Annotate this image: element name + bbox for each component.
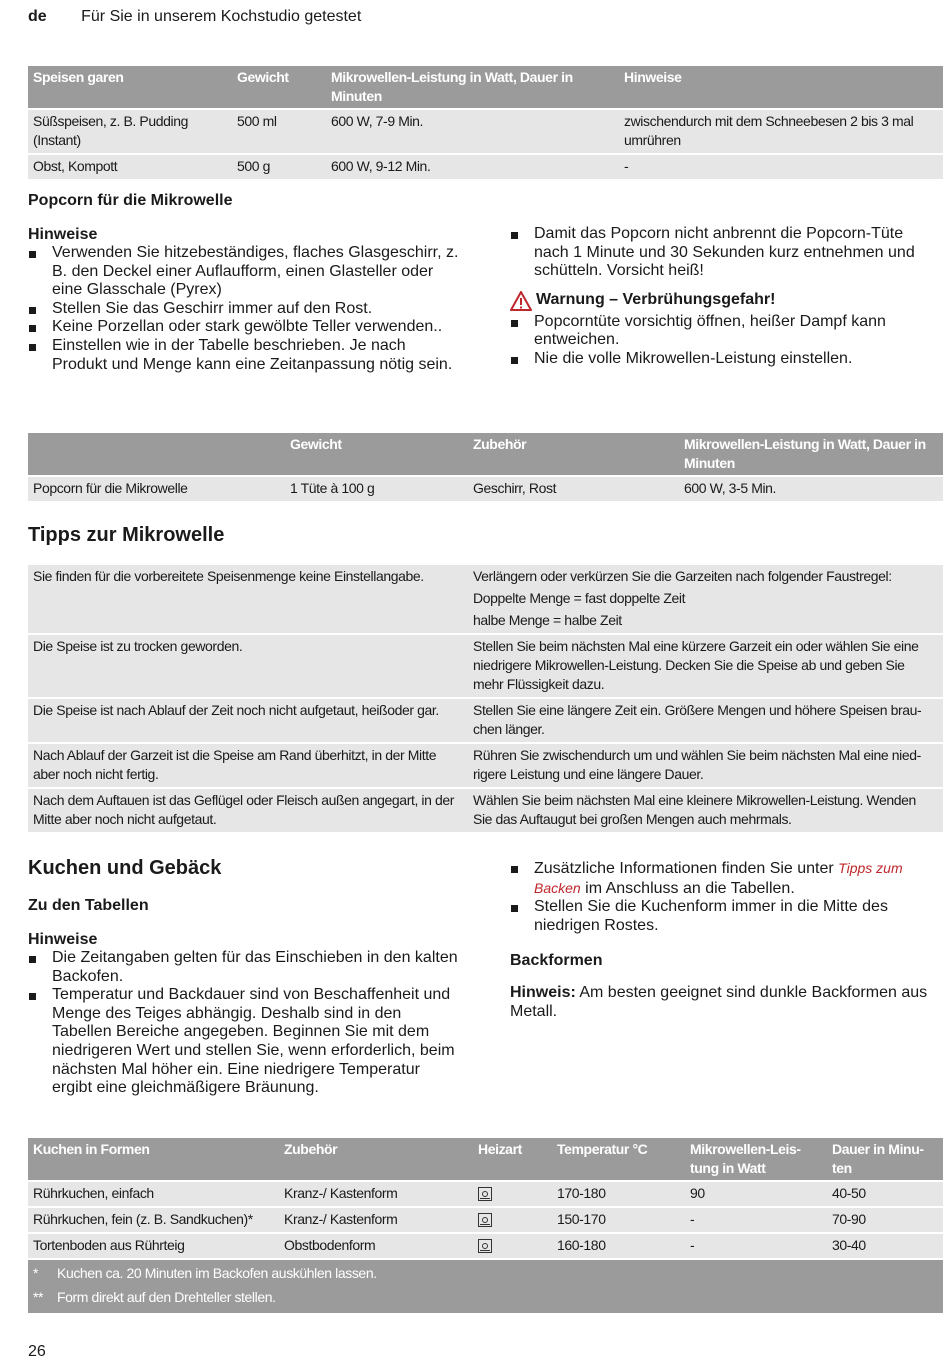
list-item: Stellen Sie die Kuchenform immer in die Mitte des niedrigen Rostes.	[510, 898, 942, 935]
list-item: Popcorntüte vorsichtig öffnen, heißer Dampf kann entweichen.	[510, 313, 942, 350]
table-header: Kuchen in Formen	[28, 1138, 279, 1180]
table-cell: 40-50	[827, 1180, 943, 1206]
oven-fan-icon	[478, 1239, 492, 1253]
table-row	[28, 697, 943, 742]
table-cell: Die Speise ist zu trocken geworden.	[28, 633, 468, 697]
tipps-zum-backen-link[interactable]: Tipps zum Backen	[534, 860, 903, 896]
table-header: Mikrowellen-Leis-tung in Watt	[685, 1138, 827, 1180]
table-cell: Süßspeisen, z. B. Pudding (Instant)	[28, 108, 232, 153]
table-cell: Nach dem Auftauen ist das Geflügel oder Fleisch außen angegart, in der Mitte aber noch nicht aufgetaut.	[28, 787, 468, 832]
table-row	[28, 1180, 943, 1206]
table-cell: 600 W, 7-9 Min.	[326, 108, 619, 153]
cake-table	[28, 1138, 943, 1313]
note-text: Zusätzliche Informationen finden Sie unter	[534, 860, 839, 877]
table-header: Speisen garen	[28, 66, 232, 108]
footnote-cell	[28, 1286, 943, 1313]
table-row	[28, 1232, 943, 1258]
notes-list	[510, 225, 942, 281]
section-heading-popcorn: Popcorn für die Mikrowelle	[28, 192, 233, 209]
footnote-mark: **	[33, 1289, 44, 1305]
table-header: Heizart	[473, 1138, 552, 1180]
table-header: Hinweise	[619, 66, 943, 108]
popcorn-notes-right	[510, 225, 942, 369]
popcorn-table	[28, 433, 943, 501]
table-cell: 160-180	[552, 1232, 685, 1258]
notes-list	[28, 949, 463, 1098]
notes-list	[28, 244, 463, 374]
table-cell	[473, 1232, 552, 1258]
table-header: Mikrowellen-Leistung in Watt, Dauer in Minuten	[326, 66, 619, 108]
language-code: de	[28, 8, 47, 25]
table-row	[28, 108, 943, 153]
table-header-row	[28, 66, 943, 108]
kuchen-notes-right	[510, 859, 942, 1022]
oven-fan-icon	[478, 1187, 492, 1201]
table-row	[28, 787, 943, 832]
list-item: Damit das Popcorn nicht anbrennt die Popcorn-Tüte nach 1 Minute und 30 Sekunden kurz entnehmen und schütteln. Vorsicht heiß!	[510, 225, 942, 281]
table-cell: 70-90	[827, 1206, 943, 1232]
table-header-row	[28, 1138, 943, 1180]
note-text: im Anschluss an die Tabellen.	[580, 879, 795, 897]
table-cell	[468, 563, 943, 633]
table-row	[28, 633, 943, 697]
table-header: Mikrowellen-Leistung in Watt, Dauer in Minuten	[679, 433, 943, 475]
footnote-text: Kuchen ca. 20 Minuten im Backofen auskühlen lassen.	[57, 1265, 377, 1281]
table-header-row	[28, 433, 943, 475]
list-item: Stellen Sie das Geschirr immer auf den Rost.	[28, 300, 463, 319]
list-item: Verwenden Sie hitzebeständiges, flaches Glasgeschirr, z. B. den Deckel einer Auflaufform, einen Glasteller oder eine Glasschale (Pyrex)	[28, 244, 463, 300]
backformen-heading: Backformen	[510, 952, 603, 970]
table-cell: Wählen Sie beim nächsten Mal eine kleinere Mikrowellen-Leistung. Wenden Sie das Auftaugut bei großen Mengen auch mehrmals.	[468, 787, 943, 832]
list-item: Temperatur und Backdauer sind von Beschaffenheit und Menge des Teiges abhängig. Deshalb sind in den Tabellen Bereiche angegeben. Beginnen Sie mit dem niedrigeren Wert und stellen Sie, wenn erforderlich, beim nächsten Mal höher ein. Eine niedrigere Temperatur ergibt eine gleichmäßigere Bräunung.	[28, 986, 463, 1098]
table-cell: Sie finden für die vorbereitete Speisenmenge keine Einstellangabe.	[28, 563, 468, 633]
warning-list	[510, 313, 942, 369]
footnote-row	[28, 1258, 943, 1286]
table-cell	[473, 1206, 552, 1232]
page-header-title: Für Sie in unserem Kochstudio getestet	[81, 8, 362, 25]
table-header: Gewicht	[285, 433, 468, 475]
list-item: Einstellen wie in der Tabelle beschrieben. Je nach Produkt und Menge kann eine Zeitanpassung nötig sein.	[28, 337, 463, 374]
footnote-text: Form direkt auf den Drehteller stellen.	[57, 1289, 276, 1305]
list-item: Keine Porzellan oder stark gewölbte Teller verwenden..	[28, 318, 463, 337]
table-header: Dauer in Minu-ten	[827, 1138, 943, 1180]
footnote-mark: *	[33, 1265, 39, 1281]
tip-line: Verlängern oder verkürzen Sie die Garzeiten nach folgender Faustregel:	[473, 568, 892, 584]
table-cell: zwischendurch mit dem Schneebesen 2 bis 3 mal umrühren	[619, 108, 943, 153]
table-row	[28, 475, 943, 501]
subheading-tabellen: Zu den Tabellen	[28, 897, 149, 914]
warning-icon	[510, 291, 532, 311]
page-header	[28, 8, 361, 26]
table-cell: Rührkuchen, einfach	[28, 1180, 279, 1206]
table-cell	[473, 1180, 552, 1206]
table-header: Zubehör	[468, 433, 679, 475]
table-cell: 150-170	[552, 1206, 685, 1232]
table-cell: -	[685, 1206, 827, 1232]
table-cell: Popcorn für die Mikrowelle	[28, 475, 285, 501]
table-cell: Rühren Sie zwischendurch um und wählen Sie beim nächsten Mal eine nied-rigere Leistung und eine längere Dauer.	[468, 742, 943, 787]
list-item: Die Zeitangaben gelten für das Einschieben in den kalten Backofen.	[28, 949, 463, 986]
table-header: Zubehör	[279, 1138, 473, 1180]
table-cell: Stellen Sie beim nächsten Mal eine kürzere Garzeit ein oder wählen Sie eine niedrigere Mikrowellen-Leistung. Decken Sie die Speise ab und geben Sie mehr Flüssigkeit dazu.	[468, 633, 943, 697]
hinweise-heading: Hinweise	[28, 226, 98, 243]
table-cell: 1 Tüte à 100 g	[285, 475, 468, 501]
table-cell: Obst, Kompott	[28, 153, 232, 179]
table-cell: Tortenboden aus Rührteig	[28, 1232, 279, 1258]
tips-table	[28, 563, 943, 832]
table-cell: -	[619, 153, 943, 179]
hinweis-label: Hinweis:	[510, 984, 576, 1002]
table-cell: 600 W, 9-12 Min.	[326, 153, 619, 179]
tip-line: Doppelte Menge = fast doppelte Zeit	[473, 590, 686, 606]
table-cell: Geschirr, Rost	[468, 475, 679, 501]
table-cell: Obstbodenform	[279, 1232, 473, 1258]
list-item: Nie die volle Mikrowellen-Leistung einstellen.	[510, 350, 942, 369]
table-cell: Nach Ablauf der Garzeit ist die Speise am Rand überhitzt, in der Mitte aber noch nicht fertig.	[28, 742, 468, 787]
table-header	[28, 433, 285, 475]
table-cell: 500 g	[232, 153, 326, 179]
table-cell: Kranz-/ Kastenform	[279, 1180, 473, 1206]
table-cell: 600 W, 3-5 Min.	[679, 475, 943, 501]
warning-title: Warnung – Verbrühungsgefahr!	[536, 291, 776, 309]
page-number: 26	[28, 1343, 46, 1360]
table-cell: -	[685, 1232, 827, 1258]
backformen-note	[510, 984, 942, 1021]
table-cell: 170-180	[552, 1180, 685, 1206]
cooking-table	[28, 66, 943, 179]
footnote-row	[28, 1286, 943, 1313]
table-cell: 500 ml	[232, 108, 326, 153]
table-cell: Die Speise ist nach Ablauf der Zeit noch nicht aufgetaut, heißoder gar.	[28, 697, 468, 742]
notes-list	[510, 859, 942, 935]
table-row	[28, 153, 943, 179]
table-cell: 90	[685, 1180, 827, 1206]
popcorn-notes-left	[28, 225, 463, 374]
table-cell: 30-40	[827, 1232, 943, 1258]
table-row	[28, 742, 943, 787]
table-header: Gewicht	[232, 66, 326, 108]
list-item	[510, 859, 942, 898]
table-header: Temperatur °C	[552, 1138, 685, 1180]
footnote-cell	[28, 1258, 943, 1286]
hinweise-heading: Hinweise	[28, 931, 98, 948]
table-cell: Stellen Sie eine längere Zeit ein. Größere Mengen und höhere Speisen brau-chen länger.	[468, 697, 943, 742]
table-row	[28, 1206, 943, 1232]
tip-line: halbe Menge = halbe Zeit	[473, 612, 622, 628]
hinweis-text: Am besten geeignet sind dunkle Backformen aus Metall.	[510, 984, 928, 1020]
table-row	[28, 563, 943, 633]
warning-heading	[510, 291, 942, 311]
table-cell: Kranz-/ Kastenform	[279, 1206, 473, 1232]
section-heading-tipps: Tipps zur Mikrowelle	[28, 524, 225, 546]
table-cell: Rührkuchen, fein (z. B. Sandkuchen)*	[28, 1206, 279, 1232]
kuchen-notes-left	[28, 930, 463, 1098]
section-heading-kuchen: Kuchen und Gebäck	[28, 857, 222, 879]
oven-fan-icon	[478, 1213, 492, 1227]
